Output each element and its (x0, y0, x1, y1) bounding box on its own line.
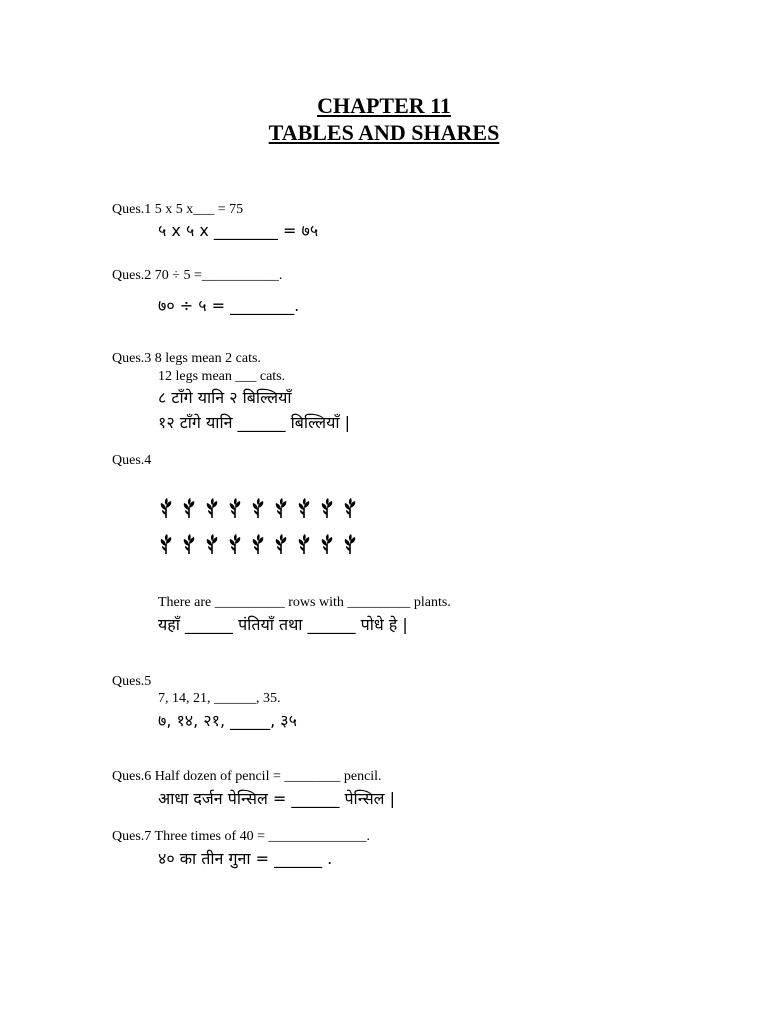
plant-icon (181, 533, 197, 555)
question-label: Ques.2 (112, 268, 152, 283)
question-text: Three times of 40 = ______________. (154, 829, 371, 844)
question-5-hindi: ७, १४, २१, _____, ३५ (158, 711, 297, 730)
question-2-hindi: ७० ÷ ५ = ________. (158, 296, 300, 315)
question-text: 8 legs mean 2 cats. (154, 351, 261, 366)
question-3-line2: 12 legs mean ___ cats. (158, 369, 286, 384)
question-label: Ques.3 (112, 351, 152, 366)
plant-icon (342, 533, 358, 555)
question-3-hindi-1: ८ टाँगे यानि २ बिल्लियाँ (158, 388, 292, 407)
plant-icon (227, 497, 243, 519)
plant-icon (319, 533, 335, 555)
question-label: Ques.6 (112, 769, 152, 784)
question-1 (112, 202, 243, 218)
plant-icon (204, 533, 220, 555)
question-4-hindi: यहाँ ______ पंतियाँ तथा ______ पोधे हे | (158, 615, 408, 634)
question-label: Ques.1 (112, 202, 152, 217)
plant-icon (319, 497, 335, 519)
plant-icon (158, 497, 174, 519)
chapter-heading: CHAPTER 11 (317, 93, 451, 118)
question-7 (112, 829, 370, 845)
plant-icon (250, 533, 266, 555)
question-3 (112, 351, 261, 367)
plant-icon (227, 533, 243, 555)
plant-icon (204, 497, 220, 519)
question-4-text: There are __________ rows with _________ plants. (158, 595, 451, 610)
question-text: Half dozen of pencil = ________ pencil. (154, 769, 382, 784)
plant-icon (296, 533, 312, 555)
question-6 (112, 769, 382, 785)
question-text: 70 ÷ 5 =___________. (154, 268, 283, 283)
plant-row-2 (158, 533, 358, 555)
question-2 (112, 268, 282, 284)
question-7-hindi: ४० का तीन गुना = ______ . (158, 849, 333, 868)
question-3-hindi-2: १२ टाँगे यानि ______ बिल्लियाँ | (158, 413, 351, 432)
plant-icon (181, 497, 197, 519)
plant-icon (342, 497, 358, 519)
plant-icon (273, 497, 289, 519)
plant-icon (158, 533, 174, 555)
question-label: Ques.7 (112, 829, 152, 844)
question-5-label: Ques.5 (112, 674, 152, 689)
question-6-hindi: आधा दर्जन पेन्सिल = ______ पेन्सिल | (158, 789, 395, 808)
plant-icon (296, 497, 312, 519)
plant-icon (273, 533, 289, 555)
question-text: 5 x 5 x___ = 75 (154, 202, 244, 217)
question-5-text: 7, 14, 21, ______, 35. (158, 691, 281, 706)
question-4-label: Ques.4 (112, 453, 152, 468)
question-1-hindi: ५ x ५ x ________ = ७५ (158, 221, 319, 240)
plant-row-1 (158, 497, 358, 519)
plant-icon (250, 497, 266, 519)
page-title: TABLES AND SHARES (268, 120, 500, 145)
